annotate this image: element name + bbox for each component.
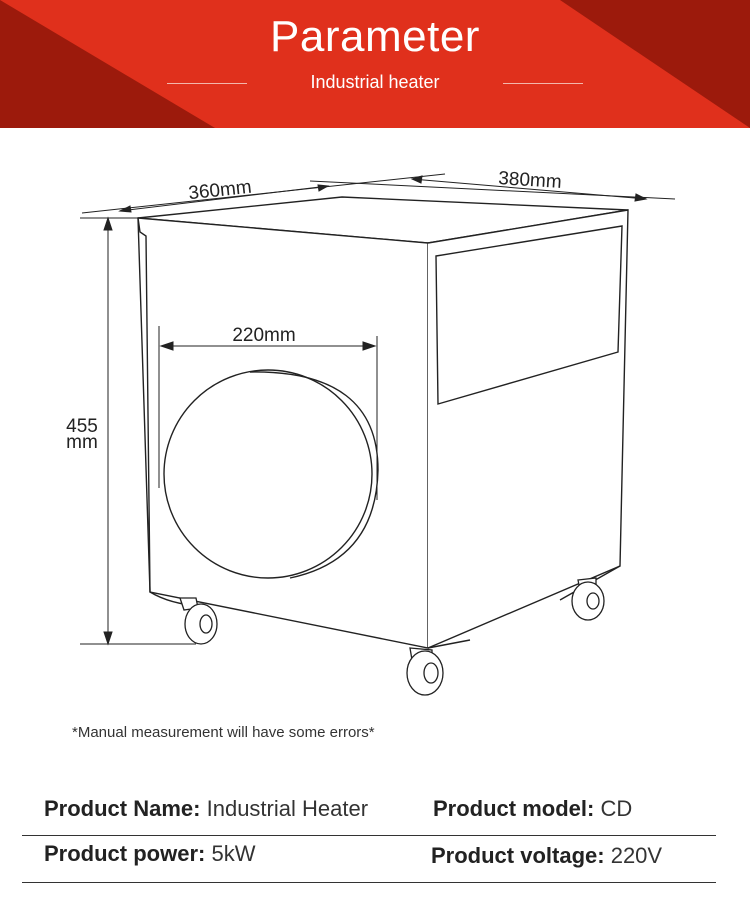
measurement-note: *Manual measurement will have some errors*: [72, 724, 375, 741]
heater-dimension-drawing: [0, 128, 750, 718]
spec-value: CD: [600, 796, 633, 821]
divider: [22, 835, 716, 836]
subtitle-divider-right: [503, 83, 583, 84]
page-title: Parameter: [270, 12, 480, 61]
header-banner: [0, 0, 750, 128]
spec-label: Product model:: [433, 796, 595, 821]
spec-product-name: [44, 796, 368, 822]
spec-label: Product power:: [44, 841, 206, 866]
diameter-dimension-label: 220mm: [232, 325, 296, 346]
spec-value: Industrial Heater: [206, 796, 369, 821]
height-dimension-value: 455: [66, 416, 98, 437]
width-dimension-label: 360mm: [187, 176, 253, 205]
height-dimension-unit: mm: [66, 432, 98, 453]
spec-product-model: [433, 796, 632, 822]
spec-product-voltage: [431, 843, 662, 869]
spec-value: 220V: [610, 843, 663, 868]
spec-label: Product Name:: [44, 796, 201, 821]
spec-product-power: [44, 841, 255, 867]
spec-value: 5kW: [211, 841, 256, 866]
spec-label: Product voltage:: [431, 843, 605, 868]
page-subtitle: Industrial heater: [310, 72, 440, 92]
divider: [22, 882, 716, 883]
depth-dimension-label: 380mm: [497, 168, 563, 193]
